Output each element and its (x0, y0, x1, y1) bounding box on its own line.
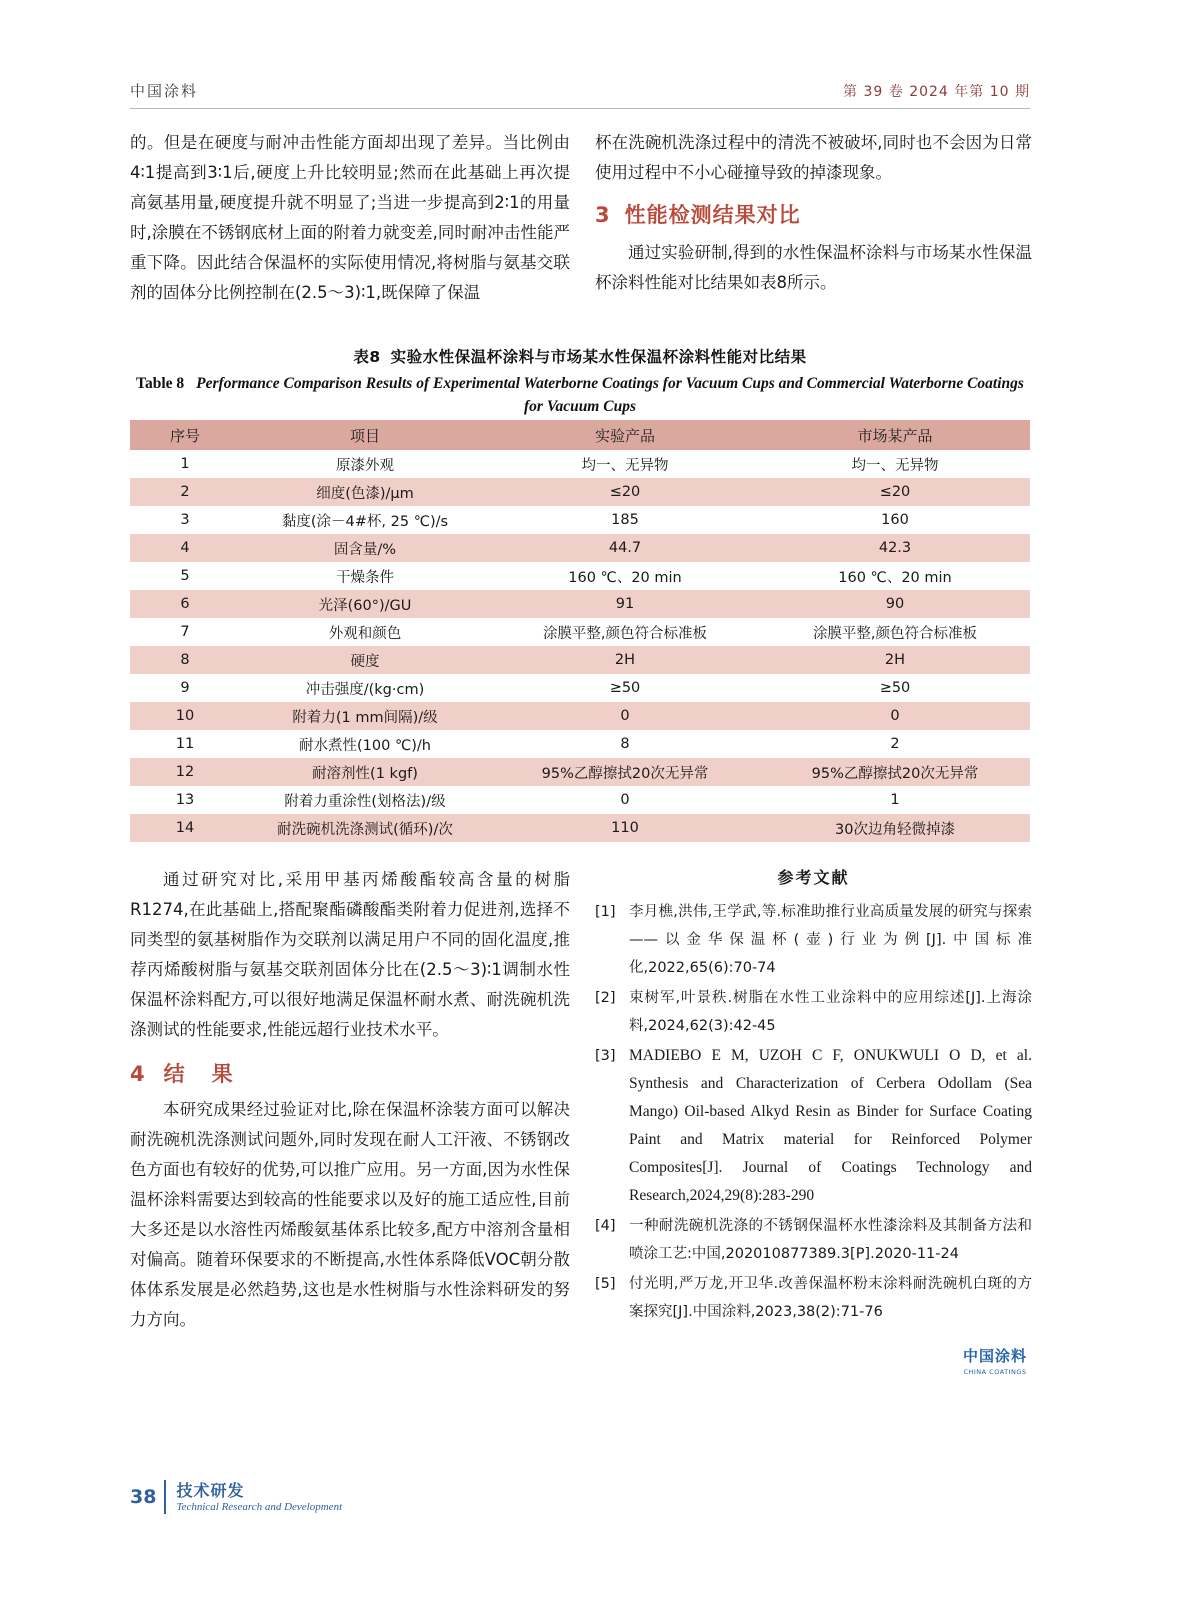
cell-market: 2H (760, 646, 1030, 674)
table-caption-cn (130, 345, 1030, 367)
cell-no: 8 (130, 646, 240, 674)
cell-experimental: 2H (490, 646, 760, 674)
reference-text: MADIEBO E M, UZOH C F, ONUKWULI O D, et al. Synthesis and Characterization of Cerbera Odollam (Sea Mango) Oil-based Alkyd Resin as Binder for Surface Coating Paint and Matrix material for Reinforced Polymer Composites[J]. Journal of Coatings Technology and Research,2024,29(8):283-290 (629, 1047, 1032, 1204)
journal-name: 中国涂料 (130, 82, 199, 100)
table-header-row (130, 420, 1030, 450)
cell-item: 黏度(涂－4#杯, 25 ℃)/s (240, 506, 490, 534)
cell-no: 5 (130, 562, 240, 590)
cell-item: 原漆外观 (240, 450, 490, 478)
section-4-paragraph: 本研究成果经过验证对比,除在保温杯涂装方面可以解决耐洗碗机洗涤测试问题外,同时发现在耐人工汗液、不锈钢改色方面也有较好的优势,可以推广应用。另一方面,因为水性保温杯涂料需要达到较高的性能要求以及好的施工适应性,目前大多还是以水溶性丙烯酸氨基体系比较多,配方中溶剂含量相对偏高。随着环保要求的不断提高,水性体系降低VOC朝分散体体系发展是必然趋势,这也是水性树脂与水性涂料研发的努力方向。 (130, 1100, 570, 1329)
section-3-paragraph: 通过实验研制,得到的水性保温杯涂料与市场某水性保温杯涂料性能对比结果如表8所示。 (595, 243, 1032, 292)
section-number: 3 (595, 203, 611, 227)
cell-item: 耐溶剂性(1 kgf) (240, 758, 490, 786)
cell-market: ≥50 (760, 674, 1030, 702)
paragraph-continuation-right: 杯在洗碗机洗涤过程中的清洗不被破坏,同时也不会因为日常使用过程中不小心碰撞导致的掉漆现象。 (595, 133, 1032, 182)
table-row (130, 814, 1030, 842)
table-body (130, 450, 1030, 842)
cell-experimental: ≥50 (490, 674, 760, 702)
column-header-item: 项目 (240, 420, 490, 450)
cell-market: 160 ℃、20 min (760, 562, 1030, 590)
section-heading-3 (595, 200, 1032, 230)
footer-section-cn: 技术研发 (176, 1480, 245, 1500)
cell-market: 0 (760, 702, 1030, 730)
reference-item (595, 1212, 1032, 1268)
body-text-left-bottom (130, 865, 570, 1335)
reference-number: [3] (595, 1048, 616, 1064)
cell-market: ≤20 (760, 478, 1030, 506)
cell-item: 外观和颜色 (240, 618, 490, 646)
page-number: 38 (130, 1486, 157, 1508)
discussion-paragraph: 通过研究对比,采用甲基丙烯酸酯较高含量的树脂R1274,在此基础上,搭配聚酯磷酸酯类附着力促进剂,选择不同类型的氨基树脂作为交联剂以满足用户不同的固化温度,推荐丙烯酸树脂与氨基交联剂固体分比在(2.5～3)∶1调制水性保温杯涂料配方,可以很好地满足保温杯耐水煮、耐洗碗机洗涤测试的性能要求,性能远超行业技术水平。 (130, 870, 570, 1039)
reference-number: [5] (595, 1276, 616, 1292)
cell-market: 30次边角轻微掉漆 (760, 814, 1030, 842)
footer-section-en: Technical Research and Development (176, 1500, 343, 1513)
cell-experimental: 涂膜平整,颜色符合标准板 (490, 618, 760, 646)
column-header-market: 市场某产品 (760, 420, 1030, 450)
table-row (130, 646, 1030, 674)
cell-no: 11 (130, 730, 240, 758)
cell-market: 160 (760, 506, 1030, 534)
footer-section-labels (176, 1481, 342, 1514)
table-row (130, 534, 1030, 562)
cell-experimental: 0 (490, 702, 760, 730)
cell-experimental: 185 (490, 506, 760, 534)
cell-market: 42.3 (760, 534, 1030, 562)
table-row (130, 702, 1030, 730)
cell-item: 硬度 (240, 646, 490, 674)
cell-market: 均一、无异物 (760, 450, 1030, 478)
cell-market: 1 (760, 786, 1030, 814)
table-caption-en (130, 372, 1030, 418)
cell-no: 12 (130, 758, 240, 786)
issue-info: 第 39 卷 2024 年第 10 期 (843, 84, 1030, 100)
reference-item (595, 1270, 1032, 1326)
reference-item (595, 1042, 1032, 1210)
cell-no: 4 (130, 534, 240, 562)
cell-market: 2 (760, 730, 1030, 758)
cell-item: 耐洗碗机洗涤测试(循环)/次 (240, 814, 490, 842)
reference-text: 李月樵,洪伟,王学武,等.标准助推行业高质量发展的研究与探索——以金华保温杯(壶)行业为例[J].中国标准化,2022,65(6):70-74 (629, 904, 1032, 976)
table-label-cn: 表8 (353, 348, 381, 366)
cell-no: 14 (130, 814, 240, 842)
table-caption-text-en: Performance Comparison Results of Experimental Waterborne Coatings for Vacuum Cups and Commercial Waterborne Coatings for Vacuum Cups (196, 375, 1024, 415)
cell-item: 附着力重涂性(划格法)/级 (240, 786, 490, 814)
body-text-right-top (595, 128, 1032, 298)
cell-item: 冲击强度/(kg·cm) (240, 674, 490, 702)
column-header-experimental: 实验产品 (490, 420, 760, 450)
cell-no: 10 (130, 702, 240, 730)
cell-item: 细度(色漆)/μm (240, 478, 490, 506)
comparison-table (130, 420, 1030, 842)
cell-experimental: 44.7 (490, 534, 760, 562)
paragraph-continuation: 的。但是在硬度与耐冲击性能方面却出现了差异。当比例由4∶1提高到3∶1后,硬度上升比较明显;然而在此基础上再次提高氨基用量,硬度提升就不明显了;当进一步提高到2∶1的用量时,涂膜在不锈钢底材上面的附着力就变差,同时耐冲击性能严重下降。因此结合保温杯的实际使用情况,将树脂与氨基交联剂的固体分比例控制在(2.5～3)∶1,既保障了保温 (130, 133, 570, 302)
footer-divider (164, 1480, 166, 1514)
reference-text: 一种耐洗碗机洗涤的不锈钢保温杯水性漆涂料及其制备方法和喷涂工艺:中国,202010877389.3[P].2020-11-24 (629, 1218, 1032, 1262)
body-text-left-top (130, 128, 570, 308)
reference-text: 付光明,严万龙,开卫华.改善保温杯粉末涂料耐洗碗机白斑的方案探究[J].中国涂料,2023,38(2):71-76 (629, 1276, 1032, 1320)
table-row (130, 450, 1030, 478)
reference-number: [4] (595, 1218, 616, 1234)
cell-no: 3 (130, 506, 240, 534)
table-row (130, 730, 1030, 758)
table-row (130, 786, 1030, 814)
cell-item: 耐水煮性(100 ℃)/h (240, 730, 490, 758)
section-title-4: 结 果 (163, 1062, 236, 1086)
cell-market: 90 (760, 590, 1030, 618)
cell-no: 7 (130, 618, 240, 646)
cell-item: 附着力(1 mm间隔)/级 (240, 702, 490, 730)
table-label-en: Table 8 (136, 375, 185, 392)
reference-number: [2] (595, 990, 616, 1006)
table-row (130, 618, 1030, 646)
cell-market: 95%乙醇擦拭20次无异常 (760, 758, 1030, 786)
section-heading-4 (130, 1059, 570, 1089)
cell-experimental: 91 (490, 590, 760, 618)
table-row (130, 590, 1030, 618)
reference-item (595, 984, 1032, 1040)
table-row (130, 562, 1030, 590)
table-caption (130, 345, 1030, 418)
cell-experimental: 95%乙醇擦拭20次无异常 (490, 758, 760, 786)
cell-item: 固含量/% (240, 534, 490, 562)
logo-text-en: CHINA COATINGS (963, 1368, 1027, 1376)
reference-item (595, 898, 1032, 982)
references-section (595, 865, 1032, 1328)
table-row (130, 674, 1030, 702)
cell-item: 光泽(60°)/GU (240, 590, 490, 618)
column-header-no: 序号 (130, 420, 240, 450)
header-divider (130, 108, 1030, 109)
reference-text: 束树军,叶景秩.树脂在水性工业涂料中的应用综述[J].上海涂料,2024,62(3):42-45 (629, 990, 1032, 1034)
page-footer (130, 1480, 342, 1514)
cell-no: 1 (130, 450, 240, 478)
china-coatings-logo (955, 1345, 1035, 1376)
cell-experimental: 均一、无异物 (490, 450, 760, 478)
page-header (130, 80, 1030, 101)
reference-number: [1] (595, 904, 616, 920)
cell-no: 9 (130, 674, 240, 702)
table-row (130, 478, 1030, 506)
table-row (130, 758, 1030, 786)
table-caption-text-cn: 实验水性保温杯涂料与市场某水性保温杯涂料性能对比结果 (390, 348, 807, 366)
cell-no: 13 (130, 786, 240, 814)
cell-experimental: 160 ℃、20 min (490, 562, 760, 590)
logo-text-cn: 中国涂料 (962, 1347, 1027, 1365)
cell-experimental: ≤20 (490, 478, 760, 506)
table-header-row-group (130, 420, 1030, 450)
section-title: 性能检测结果对比 (624, 203, 801, 227)
cell-experimental: 8 (490, 730, 760, 758)
cell-no: 6 (130, 590, 240, 618)
cell-item: 干燥条件 (240, 562, 490, 590)
cell-experimental: 110 (490, 814, 760, 842)
table-row (130, 506, 1030, 534)
cell-market: 涂膜平整,颜色符合标准板 (760, 618, 1030, 646)
section-number-4: 4 (130, 1062, 148, 1086)
references-title: 参考文献 (777, 868, 850, 887)
cell-experimental: 0 (490, 786, 760, 814)
cell-no: 2 (130, 478, 240, 506)
